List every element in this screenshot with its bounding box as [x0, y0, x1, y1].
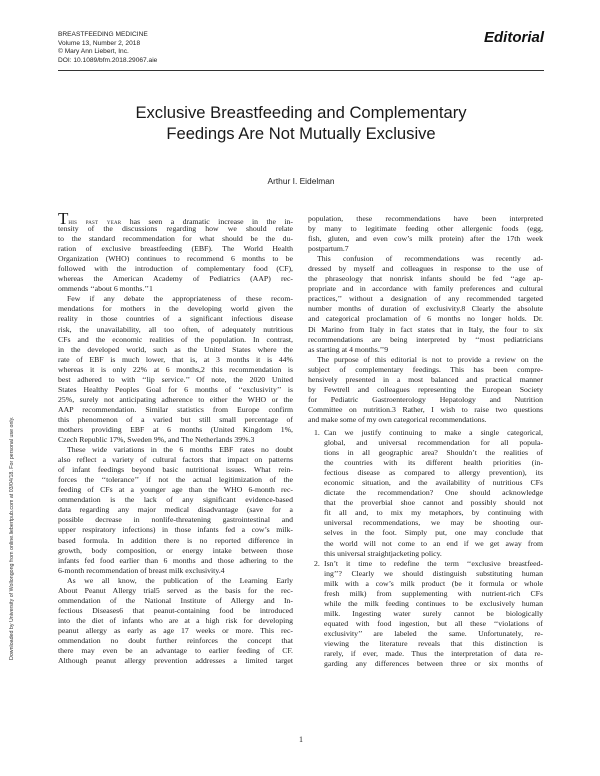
text-line: mendations for mothers in the developing world given the — [58, 304, 293, 314]
copyright: © Mary Ann Liebert, Inc. — [58, 48, 129, 56]
text-line: milk. Ingesting water surely cannot be biologically — [324, 608, 543, 618]
text-line: universal recommendations, we may be shooting our- — [324, 518, 543, 528]
paragraph — [308, 254, 543, 354]
text-line: number months of duration of exclusivity.8 Clearly the absolute — [308, 304, 543, 314]
text-line: CFs and the economic realities of the population. In contrast, — [58, 334, 293, 344]
right-column — [308, 214, 543, 669]
text-line: this phenomenon of a varied but still small percentage of — [58, 414, 293, 424]
text-line: reality in those countries of a significant infectious disease — [58, 314, 293, 324]
text-line: equated with food ingestion, but all these ‘‘violations of — [324, 618, 543, 628]
text-line: the phraseology that nonrisk infants should be fed ‘‘age ap- — [308, 274, 543, 284]
text-line: postpartum.7 — [308, 244, 349, 254]
title-line: Exclusive Breastfeeding and Complementary — [135, 103, 467, 122]
text-line: Isn’t it time to redefine the term ‘‘exclusive breastfeed- — [324, 558, 543, 568]
text-line: Di Marino from Italy in fact states that in Italy, the four to six — [308, 324, 543, 334]
text-line: tions in all geographic area? Shouldn’t the realities of — [324, 448, 543, 458]
doi: DOI: 10.1089/bfm.2018.29067.aie — [58, 56, 158, 64]
text-line: as starting at 4 months.’’9 — [308, 344, 389, 354]
text-line: garding any differences between three or six months of — [324, 659, 543, 669]
text-line: best adhered to with ‘‘lip service.’’ Of note, the 2020 United — [58, 374, 293, 384]
text-line: practices,’’ without a designation of any recommended targeted — [308, 294, 543, 304]
text-line: milk with a cow’s milk product (be it formula or whole — [324, 578, 543, 588]
text-line: infants fed food earlier than 6 months and those adhering to the — [58, 555, 293, 565]
text-line: AAP recommendation. Similar statistics from Europe confirm — [58, 404, 293, 414]
text-line: These wide variations in the 6 months EBF rates no doubt — [67, 445, 293, 455]
text-line: mothers providing EBF at 6 months (United Kingdom 1%, — [58, 424, 293, 434]
paragraph — [58, 294, 293, 445]
text-line: fit all and, to mix my metaphors, by continuing with — [324, 508, 543, 518]
text-line: This confusion of recommendations was recently ad- — [317, 254, 543, 264]
first-line-rest: has seen a dramatic increase in the in- — [121, 217, 293, 226]
list-number: 1. — [314, 427, 320, 437]
left-column — [58, 209, 293, 666]
text-line: the countries with its different health priorities (in- — [324, 458, 543, 468]
paragraph — [58, 224, 293, 294]
header-rule — [58, 70, 544, 71]
text-line: The purpose of this editorial is not to provide a review on the — [317, 354, 543, 364]
text-line: fresh milk) from supplementing with nutrient-rich CFs — [324, 588, 543, 598]
text-line: global, and universal recommendation for all popula- — [324, 438, 543, 448]
text-line: recommendations are being interpreted by ‘‘most pediatricians — [308, 334, 543, 344]
download-notice — [9, 240, 21, 660]
text-line: dictate the recommendation? One should acknowledge — [324, 488, 543, 498]
text-line: in the developed world, such as the United States where the — [58, 344, 293, 354]
text-line: possible decrease in nonlife-threatening gastrointestinal and — [58, 515, 293, 525]
text-line: viewing the literature reveals that this distinction is — [324, 638, 543, 648]
title-line: Feedings Are Not Mutually Exclusive — [166, 124, 436, 143]
paragraph — [58, 445, 293, 576]
text-line: this universal straightjacketing policy. — [324, 548, 442, 558]
page-number: 1 — [299, 735, 303, 744]
text-line: into the diet of infants who are at a high risk for developing — [58, 615, 293, 625]
text-line: Committee on nutrition.3 Rather, I wish to raise two questions — [308, 404, 543, 414]
text-line: feeding of CFs at a younger age than the WHO 6-month rec- — [58, 485, 293, 495]
text-line: peanut allergy as early as age 17 weeks or more. This rec- — [58, 625, 293, 635]
journal-name: BREASTFEEDING MEDICINE — [58, 31, 148, 38]
text-line: also reflect a variety of cultural factors that impact on patterns — [58, 455, 293, 465]
volume-info: Volume 13, Number 2, 2018 — [58, 39, 141, 47]
masthead — [58, 31, 157, 65]
text-line: and make some of my own categorical recommendations. — [308, 414, 487, 424]
text-line: Organization (WHO) continues to recommend 6 months to be — [58, 254, 293, 264]
text-line: for Pediatric Gastroenterology Hepatology and Nutrition — [308, 394, 543, 404]
text-line: selves in the foot. Simply put, one may conclude that — [324, 528, 543, 538]
paragraph — [58, 576, 293, 666]
drop-cap: T — [58, 209, 69, 228]
download-notice-text: Downloaded by University of Wollongong from online.liebertpub.com at 03/04/18. For personal use only. — [9, 416, 15, 660]
text-line: ommendation of the National Institute of Allergy and In- — [58, 595, 293, 605]
numbered-list — [308, 428, 543, 669]
text-line: population, these recommendations have been interpreted — [308, 214, 543, 223]
text-line: whereas it is only 22% at 6 months,2 this recommendation is — [58, 364, 293, 374]
text-line: economic situation, and the availability of nutritious CFs — [324, 478, 543, 488]
text-line: Can we justify continuing to make a single categorical, — [324, 427, 543, 437]
text-line: exclusivity’’ are labeled the same. Unfortunately, re- — [324, 628, 543, 638]
text-line: As we all know, the publication of the Learning Early — [67, 575, 293, 585]
text-line: by many to legitimate feeding other allergenic foods (egg, — [308, 224, 543, 234]
text-line: data regarding any major medical disadvantage (save for a — [58, 505, 293, 515]
text-line: of infant feedings beyond basic nutritional issues. What rein- — [58, 465, 293, 475]
text-line: there may even be an advantage to earlier feeding of CF. — [58, 646, 293, 656]
text-line: by Fewtrell and colleagues representing the European Society — [308, 384, 543, 394]
text-line: to the standard recommendation for what should be the du- — [58, 234, 293, 244]
text-line: ommendation no doubt further reinforces the concept that — [58, 635, 293, 645]
text-line: fectious Diseases6 that peanut-containing food be introduced — [58, 605, 293, 615]
paragraph — [308, 355, 543, 425]
text-line: fish, gluten, and even cow’s milk protein) after the 17th week — [308, 234, 543, 244]
text-line: Few if any debate the appropriateness of these recom- — [67, 294, 293, 304]
text-line: fectious disease as compared to allergy prevention), its — [324, 468, 543, 478]
list-number: 2. — [314, 558, 320, 568]
author: Arthur I. Eidelman — [267, 176, 335, 186]
text-line: whereas the American Academy of Pediatrics (AAP) rec- — [58, 274, 293, 284]
text-line: hensively presented in a most balanced and practical manner — [308, 374, 543, 384]
text-line: Czech Republic 17%, Sweden 9%, and The Netherlands 39%.3 — [58, 435, 255, 445]
text-line: dressed by myself and colleagues in response to the use of — [308, 264, 543, 274]
text-line: 6-month recommendation of breast milk exclusivity.4 — [58, 565, 225, 575]
text-line: About Peanut Allergy trial5 served as the basis for the rec- — [58, 585, 293, 595]
text-line: rarely, if ever, made. Thus the interpretation of data re- — [324, 649, 543, 659]
text-line: rate of EBF is much lower, that is, at 3 months it is 44% — [58, 354, 293, 364]
text-line: propriate and in accordance with family preferences and cultural — [308, 284, 543, 294]
text-line: forces the ‘‘tolerance’’ if not the actual legitimization of the — [58, 475, 293, 485]
text-line: subject of complementary feedings. This has been compre- — [308, 364, 543, 374]
text-line: Although peanut allergy prevention addresses a limited target — [58, 656, 293, 666]
text-line: the world will not come to an end if we get away from — [324, 538, 543, 548]
text-line: followed with the introduction of complementary food (CF), — [58, 264, 293, 274]
small-caps-lead: his past year — [68, 217, 122, 226]
text-line: ommends ‘‘about 6 months.’’1 — [58, 284, 153, 294]
text-line: tensity of the discussions regarding how we should relate — [58, 224, 293, 234]
text-line: ing’’? Clearly we should distinguish substituting human — [324, 568, 543, 578]
text-line: 25%, surely not anticipating adherence to either the WHO or the — [58, 394, 293, 404]
list-item — [308, 559, 543, 670]
list-item — [308, 428, 543, 559]
text-line: that the proverbial shoe cannot and possibly should not — [324, 498, 543, 508]
text-line: based formula. In addition there is no reported difference in — [58, 535, 293, 545]
article-title — [58, 102, 544, 144]
text-line: ration of exclusive breastfeeding (EBF). The World Health — [58, 244, 293, 254]
paragraph-first-line — [58, 209, 293, 228]
text-line: risk, the unavailability, all too often, of adequately nutritious — [58, 324, 293, 334]
text-line: while the milk feeding continues to be exclusively human — [324, 598, 543, 608]
paragraph — [308, 214, 543, 254]
text-line: and categorical proclamation of 6 months no longer holds. Dr. — [308, 314, 543, 324]
text-line: growth, body composition, or energy intake between those — [58, 545, 293, 555]
text-line: States Healthy Peoples Goal for 6 months of ‘‘exclusivity’’ is — [58, 384, 293, 394]
section-label: Editorial — [483, 29, 544, 46]
text-line: ommendation is the lack of any significant evidence-based — [58, 495, 293, 505]
text-line: upper respiratory infections) in those infants fed a cow’s milk- — [58, 525, 293, 535]
